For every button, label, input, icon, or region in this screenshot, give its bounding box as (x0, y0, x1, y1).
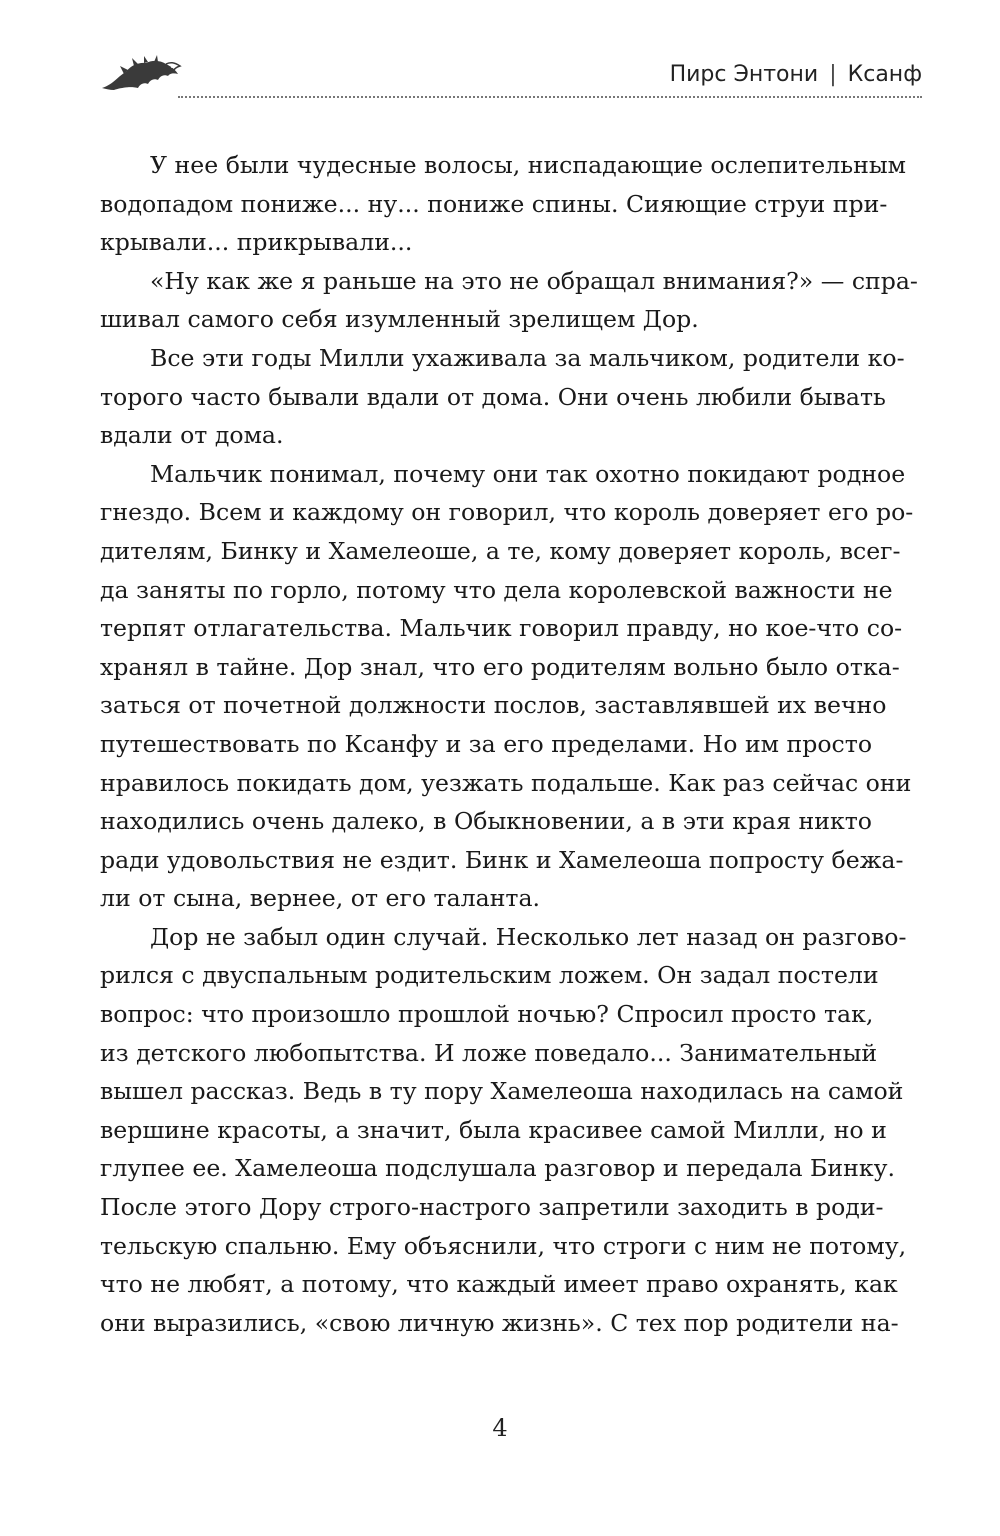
header-rule (178, 96, 922, 98)
paragraph: Мальчик понимал, почему они так охотно покидают родное гнездо. Всем и каждому он говорил, что король доверяет его ро- дителям, Бинку и Хамелеоше, а те, кому доверяет король, всег- да заняты по горло, потому что дела королевской важности не терпят отлагательства. Мальчик говорил правду, но кое-что со- хранял в тайне. Дор знал, что его родителям вольно было отка- заться от почетной должности послов, заставлявшей их вечно путешествовать по Ксанфу и за его пределами. Но им просто нравилось покидать дом, уезжать подальше. Как раз сейчас они находились очень далеко, в Обыкновении, а в эти края никто ради удовольствия не ездит. Бинк и Хамелеоша попросту бежа- ли от сына, вернее, от его таланта. (100, 459, 914, 913)
page-number: 4 (492, 1414, 508, 1442)
book-title: Ксанф (847, 62, 922, 87)
body-text (100, 146, 922, 1342)
paragraph: «Ну как же я раньше на это не обращал внимания?» — спра- шивал самого себя изумленный зрелищем Дор. (100, 266, 918, 334)
author-name: Пирс Энтони (669, 62, 819, 87)
paragraph: Все эти годы Милли ухаживала за мальчиком, родители ко- торого часто бывали вдали от дома. Они очень любили бывать вдали от дома. (100, 343, 905, 450)
paragraph: У нее были чудесные волосы, ниспадающие ослепительным водопадом пониже... ну... пониже спины. Сияющие струи при- крывали... прикрывали... (100, 151, 906, 257)
running-head (670, 62, 922, 87)
dragon-logo-icon (100, 54, 184, 94)
header-separator: | (829, 62, 837, 87)
paragraph: Дор не забыл один случай. Несколько лет назад он разгово- рился с двуспальным родительским ложем. Он задал постели вопрос: что произошло прошлой ночью? Спросил просто так, из детского любопытства. И ложе поведало... Занимательный вышел рассказ. Ведь в ту пору Хамелеоша находилась на самой вершине красоты, а значит, была красивее самой Милли, но и глупее ее. Хамелеоша подслушала разговор и передала Бинку. После этого Дору строго-настрого запретили заходить в роди- тельскую спальню. Ему объяснили, что строги с ним не потому, что не любят, а потому, что каждый имеет право охранять, как они выразились, «свою личную жизнь». С тех пор родители на- (100, 922, 907, 1337)
page-header (100, 50, 922, 98)
